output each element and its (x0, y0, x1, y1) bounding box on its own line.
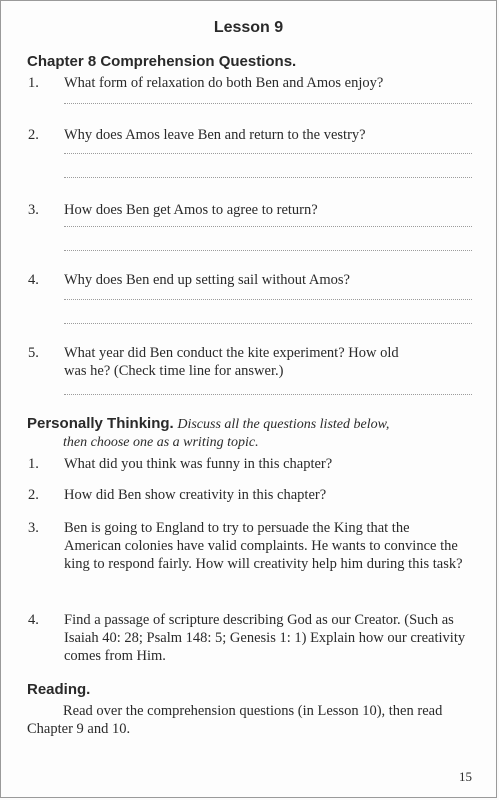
thinking-question (28, 611, 472, 665)
question-text: How did Ben show creativity in this chapter? (64, 487, 327, 503)
answer-line[interactable] (64, 394, 472, 395)
thinking-intro (27, 415, 472, 452)
thinking-instruction: Discuss all the questions listed below, (177, 417, 390, 432)
comprehension-heading: Chapter 8 Comprehension Questions. (27, 53, 297, 70)
thinking-heading: Personally Thinking. (27, 415, 174, 432)
answer-line[interactable] (64, 323, 472, 324)
question-text: Find a passage of scripture describing God as our Creator. (Such as Isaiah 40: 28; Psalm 148: 5; Genesis 1: 1) Explain how our creativity comes from Him. (64, 612, 466, 664)
thinking-instruction-continued: then choose one as a writing topic. (63, 435, 259, 450)
question-number: 4. (28, 612, 39, 628)
comprehension-question (28, 271, 472, 289)
question-text: How does Ben get Amos to agree to return? (64, 202, 318, 218)
question-text: What form of relaxation do both Ben and Amos enjoy? (64, 75, 384, 91)
comprehension-question (28, 74, 472, 92)
question-number: 4. (28, 272, 39, 288)
question-number: 2. (28, 487, 39, 503)
thinking-question (28, 455, 472, 473)
question-number: 1. (28, 75, 39, 91)
question-number: 3. (28, 520, 39, 536)
question-text: Why does Amos leave Ben and return to the vestry? (64, 127, 366, 143)
reading-text: Read over the comprehension questions (in Lesson 10), then read Chapter 9 and 10. (27, 703, 443, 737)
thinking-question (28, 486, 472, 504)
question-number: 2. (28, 127, 39, 143)
comprehension-question (28, 126, 472, 144)
comprehension-question (28, 201, 472, 219)
answer-line[interactable] (64, 103, 472, 104)
answer-line[interactable] (64, 250, 472, 251)
comprehension-question (28, 344, 472, 380)
question-text: Why does Ben end up setting sail without Amos? (64, 272, 350, 288)
answer-line[interactable] (64, 177, 472, 178)
answer-line[interactable] (64, 299, 472, 300)
question-text: Ben is going to England to try to persuade the King that the American colonies have valid complaints. He wants to convince the king to respond fairly. How will creativity help him during this task? (64, 520, 463, 572)
answer-line[interactable] (64, 153, 472, 154)
page-number: 15 (459, 769, 472, 784)
question-text: What did you think was funny in this chapter? (64, 456, 333, 472)
question-number: 5. (28, 345, 39, 361)
answer-line[interactable] (64, 226, 472, 227)
reading-heading: Reading. (27, 681, 91, 698)
lesson-title: Lesson 9 (213, 19, 284, 36)
question-number: 3. (28, 202, 39, 218)
question-text: What year did Ben conduct the kite experiment? How old was he? (Check time line for answer.) (64, 345, 399, 379)
thinking-question (28, 519, 472, 573)
question-number: 1. (28, 456, 39, 472)
